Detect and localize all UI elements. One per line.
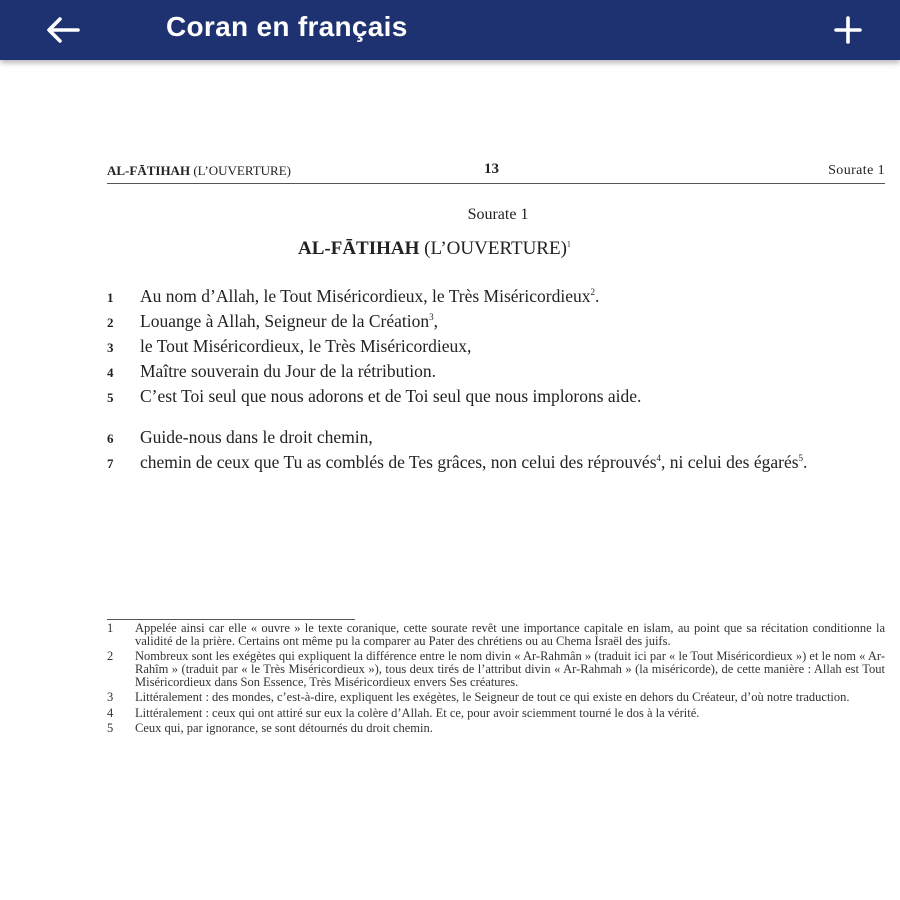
verse-body: chemin de ceux que Tu as comblés de Tes grâces, non celui des réprouvés [140, 452, 657, 472]
app-title: Coran en français [166, 11, 408, 42]
verse-text [140, 454, 885, 471]
add-button[interactable] [828, 12, 868, 48]
footnote-divider [107, 619, 355, 620]
sourate-title-bold: AL-FĀTIHAH [298, 238, 420, 259]
footnote [107, 722, 885, 735]
running-head-title-bold: AL-FĀTIHAH [107, 163, 191, 178]
verse-note: 5 [798, 453, 804, 464]
verse-number: 5 [107, 390, 114, 405]
verse-note: 3 [429, 312, 434, 323]
verse-body: Au nom d’Allah, le Tout Miséricordieux, le Très Miséricordieux [140, 286, 591, 306]
verse-tail: . [594, 286, 600, 306]
verse-note: 2 [590, 287, 595, 298]
running-head-title [107, 163, 291, 179]
verse-tail: , ni celui des égarés [661, 452, 799, 472]
verse-number: 2 [107, 315, 114, 330]
footnote-number: 5 [107, 720, 114, 735]
verse-tail: . [803, 452, 808, 472]
verse-text: le Tout Miséricordieux, le Très Miséricordieux, [140, 336, 472, 356]
verse-number: 4 [107, 365, 114, 380]
back-button[interactable] [42, 12, 82, 48]
running-head-title-rest: (L’OUVERTURE) [193, 163, 291, 178]
footnote-text: Ceux qui, par ignorance, se sont détournés du droit chemin. [135, 720, 433, 735]
verse-number: 6 [107, 431, 114, 446]
footnotes [107, 622, 885, 737]
footnote-text: Nombreux sont les exégètes qui expliquent la différence entre le nom divin « Ar-Rahmân » (traduit ici par « le Tout Miséricordieux ») et le nom « Ar-Rahîm » (traduit par « le Très Miséricordieux »), tous deux tirés de l’attribut divin « Ar-Rahmah » (la miséricorde), de cette manière : Allah est Tout Miséricordieux dans Son Essence, Très Miséricordieux envers Ses créatures. [135, 649, 885, 690]
arrow-left-icon [42, 12, 82, 48]
footnote-number: 1 [107, 621, 114, 635]
footnote [107, 707, 885, 720]
plus-icon [828, 12, 868, 48]
verse-text: Guide-nous dans le droit chemin, [140, 427, 373, 447]
footnote-number: 4 [107, 705, 114, 720]
verse-number: 7 [107, 456, 114, 471]
running-head [107, 163, 885, 184]
sourate-title [298, 238, 571, 260]
footnote [107, 650, 885, 689]
sourate-title-note: 1 [566, 239, 571, 249]
footnote [107, 691, 885, 704]
verse-number: 3 [107, 340, 114, 355]
verse-body: Louange à Allah, Seigneur de la Création [140, 311, 430, 331]
verse-tail: , [433, 311, 439, 331]
verse-number: 1 [107, 290, 114, 305]
page-number: 13 [484, 161, 499, 177]
footnote-number: 3 [107, 690, 114, 705]
footnote-text: Appelée ainsi car elle « ouvre » le texte coranique, cette sourate revêt une importance capitale en islam, au point que sa récitation conditionne la validité de la prière. Certains ont même pu la comparer au Pater des chrétiens ou au Chema Israël des juifs. [135, 621, 885, 649]
sourate-title-rest: (L’OUVERTURE) [424, 238, 567, 259]
verse-text [140, 288, 885, 305]
verse-text: C’est Toi seul que nous adorons et de Toi seul que nous implorons aide. [140, 386, 642, 406]
verse-text: Maître souverain du Jour de la rétribution. [140, 361, 436, 381]
app-bar [0, 0, 900, 60]
book-page[interactable] [0, 60, 900, 900]
footnote-text: Littéralement : des mondes, c’est-à-dire, expliquent les exégètes, le Seigneur de tout ce qui existe en dehors du Créateur, d’où notre traduction. [135, 690, 850, 705]
verse-text [140, 313, 885, 330]
footnote [107, 622, 885, 648]
sourate-label: Sourate 1 [467, 206, 529, 223]
verse-note: 4 [656, 453, 662, 464]
footnote-text: Littéralement : ceux qui ont attiré sur eux la colère d’Allah. Et ce, pour avoir sciemment tourné le dos à la vérité. [135, 705, 700, 720]
running-head-sourate: Sourate 1 [828, 163, 885, 178]
footnote-number: 2 [107, 649, 114, 664]
